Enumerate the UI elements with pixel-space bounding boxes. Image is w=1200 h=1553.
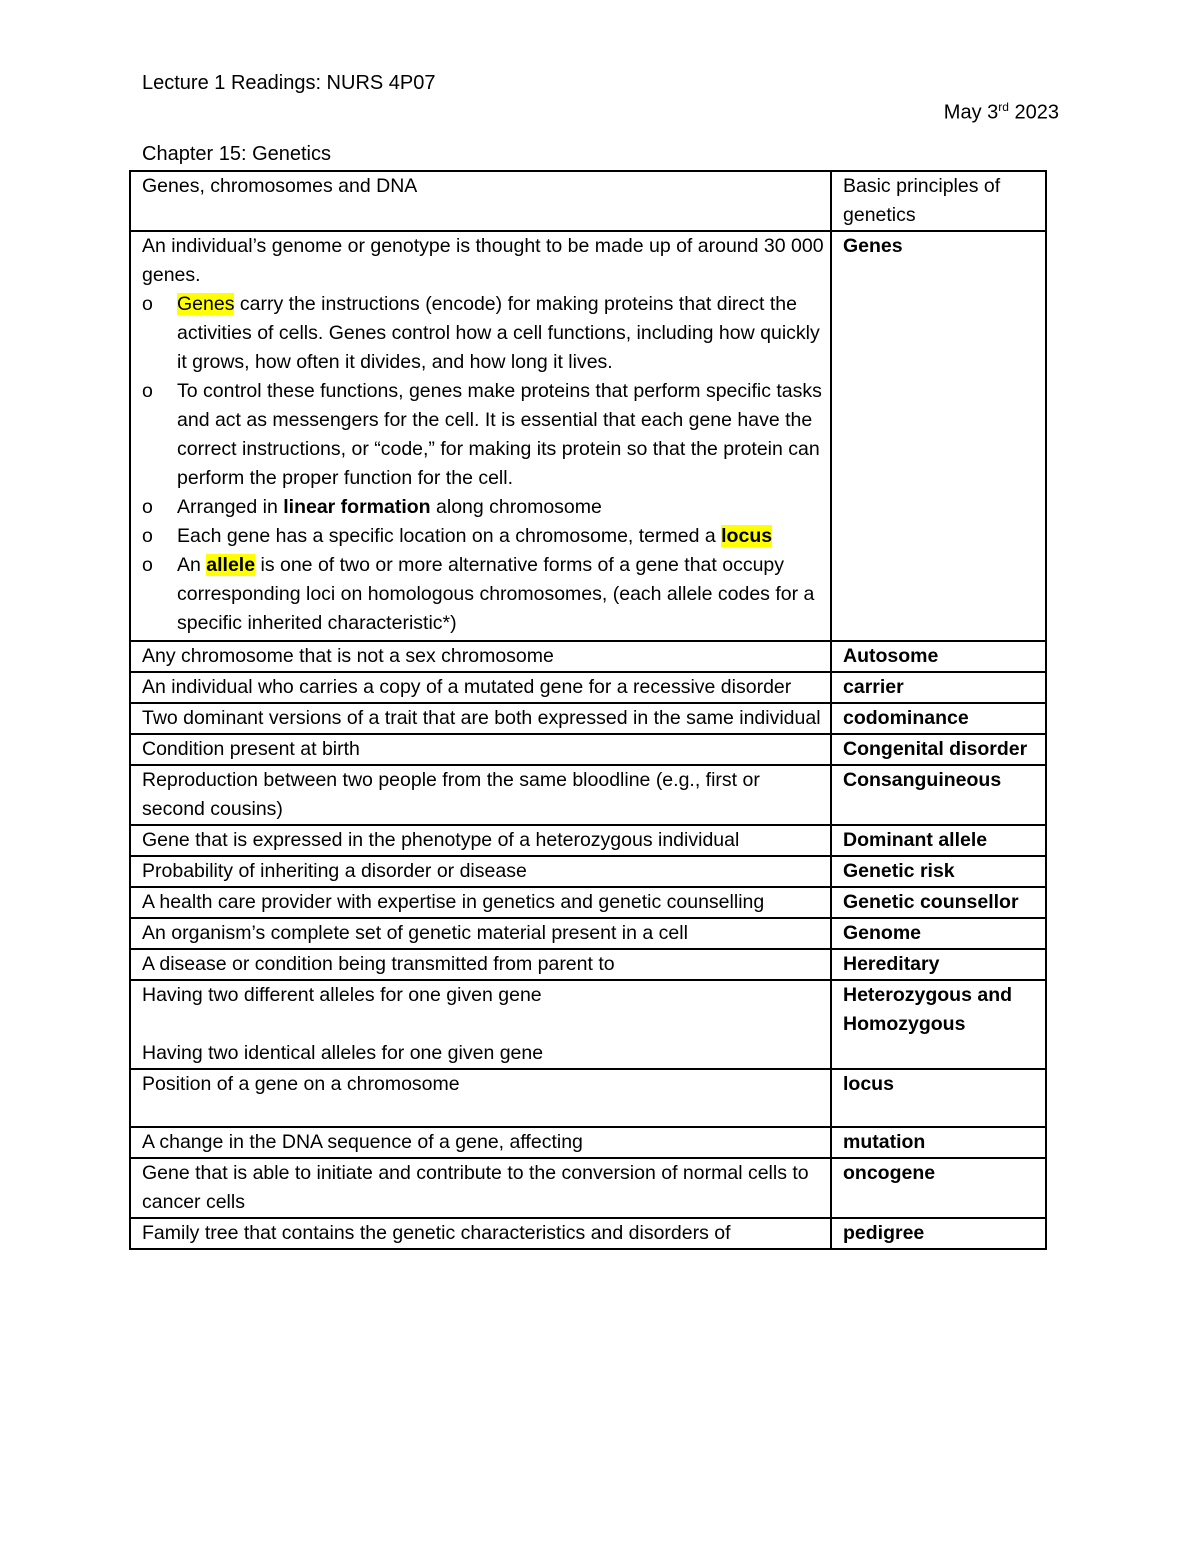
term-cell: Congenital disorder <box>831 734 1046 765</box>
term-cell: Genetic risk <box>831 856 1046 887</box>
term-cell: Hereditary <box>831 949 1046 980</box>
definition-cell: A disease or condition being transmitted from parent to <box>130 949 831 980</box>
table-row-genes <box>130 231 1046 641</box>
lecture-title: Lecture 1 Readings: NURS 4P07 <box>142 72 436 94</box>
highlight-allele: allele <box>206 554 256 576</box>
table-row <box>130 825 1046 856</box>
bold-linear-formation: linear formation <box>283 496 431 518</box>
definition-cell <box>130 980 831 1069</box>
definition-cell: Gene that is expressed in the phenotype of a heterozygous individual <box>130 825 831 856</box>
chapter-heading: Chapter 15: Genetics <box>142 143 331 165</box>
term-cell: Genes <box>831 231 1046 641</box>
document-date <box>944 100 1059 125</box>
table-row <box>130 949 1046 980</box>
table-row <box>130 980 1046 1069</box>
definition-cell: An individual who carries a copy of a mutated gene for a recessive disorder <box>130 672 831 703</box>
term-cell: Genetic counsellor <box>831 887 1046 918</box>
term-cell: locus <box>831 1069 1046 1127</box>
definition-cell: Two dominant versions of a trait that are both expressed in the same individual <box>130 703 831 734</box>
highlight-locus: locus <box>721 525 773 547</box>
table-row <box>130 672 1046 703</box>
term-cell: Heterozygous and Homozygous <box>831 980 1046 1069</box>
list-item: o Each gene has a specific location on a chromosome, termed a locus <box>142 522 824 551</box>
header-right-cell: Basic principles of genetics <box>831 171 1046 231</box>
table-row <box>130 1158 1046 1218</box>
definition-cell: A health care provider with expertise in genetics and genetic counselling <box>130 887 831 918</box>
genetics-terms-table <box>129 170 1047 1250</box>
list-item: o Genes carry the instructions (encode) for making proteins that direct the activities of cells. Genes control how a cell functions, including how quickly it grows, how often it divides, and how long it lives. <box>142 290 824 377</box>
heterozygous-definition: Having two different alleles for one given gene <box>142 984 542 1006</box>
table-row <box>130 1127 1046 1158</box>
table-row <box>130 856 1046 887</box>
genes-bullet-list <box>142 290 824 638</box>
term-cell: oncogene <box>831 1158 1046 1218</box>
highlight-genes: Genes <box>177 293 235 315</box>
table-row <box>130 765 1046 825</box>
genes-intro: An individual’s genome or genotype is thought to be made up of around 30 000 genes. <box>142 235 824 286</box>
definition-cell: Any chromosome that is not a sex chromosome <box>130 641 831 672</box>
term-cell: Autosome <box>831 641 1046 672</box>
homozygous-definition: Having two identical alleles for one given gene <box>142 1042 544 1064</box>
term-cell: Dominant allele <box>831 825 1046 856</box>
term-cell: Genome <box>831 918 1046 949</box>
term-cell: pedigree <box>831 1218 1046 1249</box>
definition-cell: A change in the DNA sequence of a gene, affecting <box>130 1127 831 1158</box>
term-cell: carrier <box>831 672 1046 703</box>
genes-description-cell <box>130 231 831 641</box>
table-row <box>130 887 1046 918</box>
term-cell: Consanguineous <box>831 765 1046 825</box>
list-item: o To control these functions, genes make proteins that perform specific tasks and act as messengers for the cell. It is essential that each gene have the correct instructions, or “code,” for making its protein so that the protein can perform the proper function for the cell. <box>142 377 824 493</box>
date-day: May 3 <box>943 101 999 124</box>
definition-cell: Reproduction between two people from the same bloodline (e.g., first or second cousins) <box>130 765 831 825</box>
term-cell: codominance <box>831 703 1046 734</box>
header-left-cell: Genes, chromosomes and DNA <box>130 171 831 231</box>
definition-cell: Condition present at birth <box>130 734 831 765</box>
list-item: o An allele is one of two or more alternative forms of a gene that occupy corresponding loci on homologous chromosomes, (each allele codes for a specific inherited characteristic*) <box>142 551 824 638</box>
definition-cell: Probability of inheriting a disorder or disease <box>130 856 831 887</box>
date-year: 2023 <box>1008 101 1059 124</box>
date-ordinal: rd <box>998 100 1009 114</box>
definition-cell: Gene that is able to initiate and contribute to the conversion of normal cells to cancer cells <box>130 1158 831 1218</box>
list-item: o Arranged in linear formation along chromosome <box>142 493 824 522</box>
table-row <box>130 1218 1046 1249</box>
table-row <box>130 918 1046 949</box>
table-row <box>130 703 1046 734</box>
table-row <box>130 641 1046 672</box>
table-header-row <box>130 171 1046 231</box>
term-cell: mutation <box>831 1127 1046 1158</box>
definition-cell: An organism’s complete set of genetic material present in a cell <box>130 918 831 949</box>
table-row <box>130 1069 1046 1127</box>
definition-cell: Family tree that contains the genetic characteristics and disorders of <box>130 1218 831 1249</box>
definition-cell: Position of a gene on a chromosome <box>130 1069 831 1127</box>
table-row <box>130 734 1046 765</box>
